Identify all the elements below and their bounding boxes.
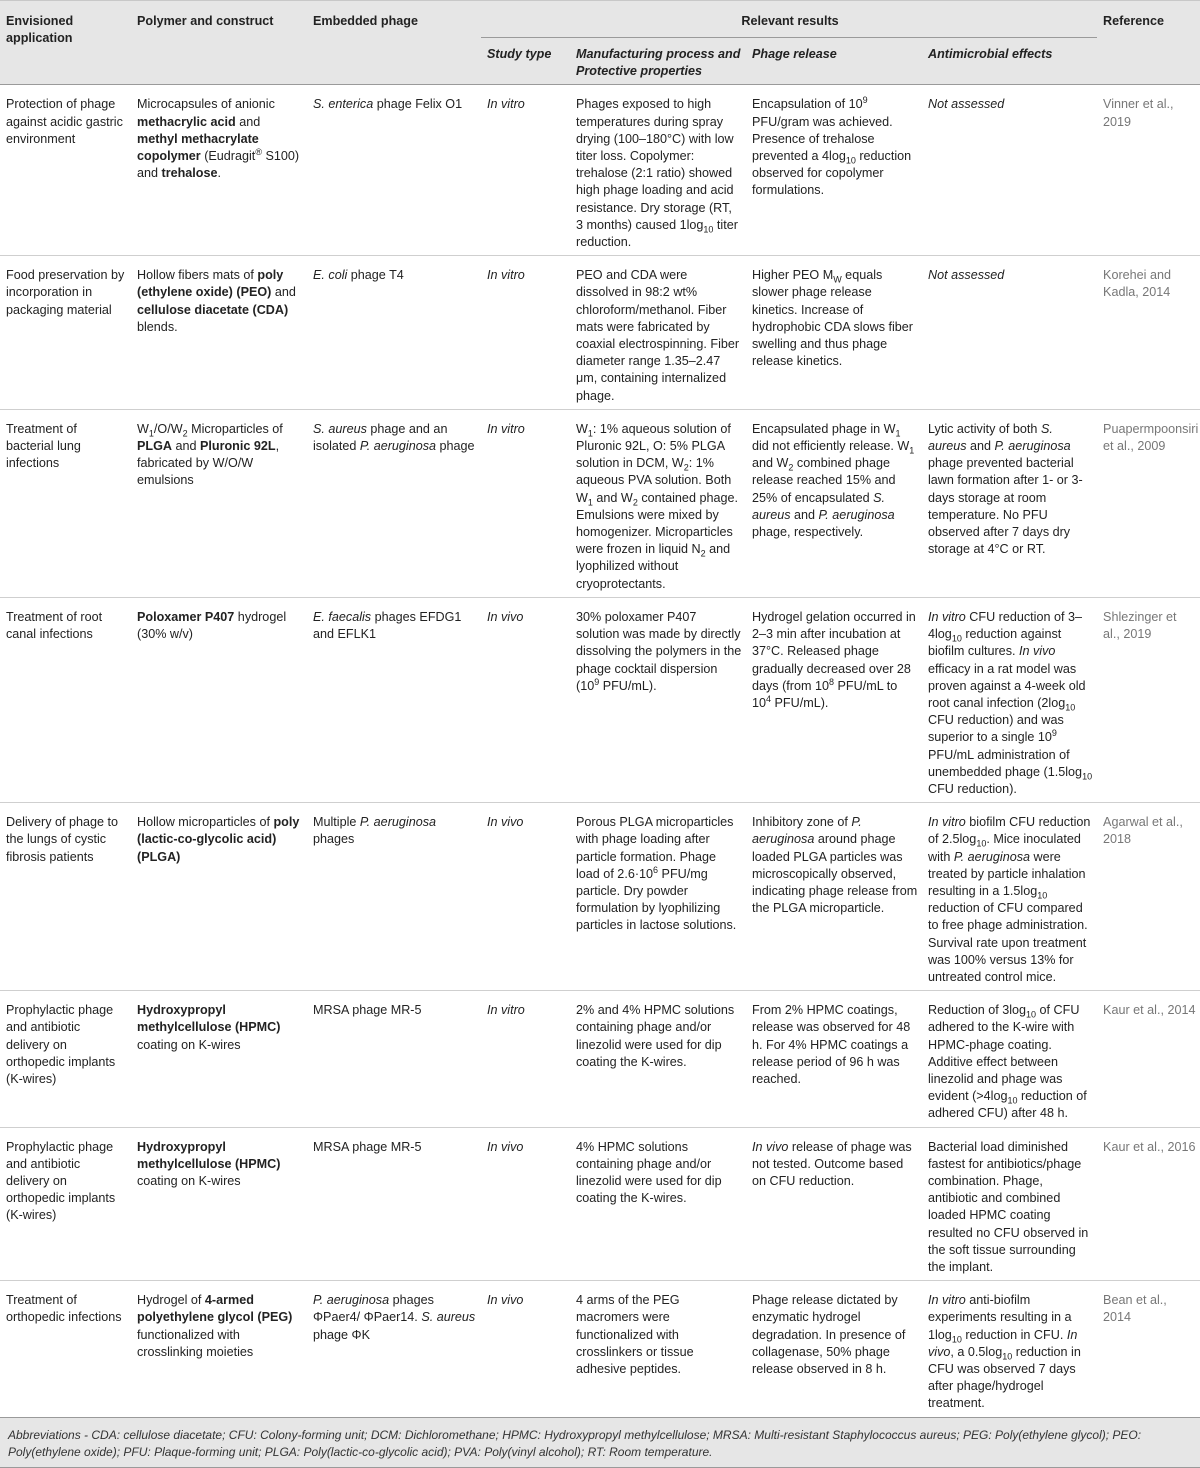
- application-cell: Prophylactic phage and antibiotic delivery on orthopedic implants (K-wires): [0, 1127, 131, 1281]
- manufacturing-cell: Phages exposed to high temperatures during spray drying (100–180°C) with low titer loss. Copolymer: trehalose (2:1 ratio) showed high phage loading and acid resistance. Dry storage (RT, 3 months) caused $1\log_{10}$ titer reduction.: [570, 85, 746, 256]
- application-cell: Treatment of bacterial lung infections: [0, 409, 131, 597]
- release-cell: In vivo release of phage was not tested. Outcome based on CFU reduction.: [746, 1127, 922, 1281]
- phage-cell: S. aureus phage and an isolated P. aeruginosa phage: [307, 409, 481, 597]
- manufacturing-cell: PEO and CDA were dissolved in 98:2 wt% chloroform/methanol. Fiber mats were fabricated by coaxial electrospinning. Fiber diameter range 1.35–2.47 μm, containing internalized phage.: [570, 256, 746, 410]
- release-cell: Hydrogel gelation occurred in 2–3 min after incubation at 37°C. Released phage gradually decreased over 28 days (from $10^8$ PFU/mL to $10^4$ PFU/mL).: [746, 597, 922, 802]
- header-antimicrobial: Antimicrobial effects: [922, 38, 1097, 85]
- header-polymer: Polymer and construct: [131, 1, 307, 85]
- application-cell: Prophylactic phage and antibiotic delivery on orthopedic implants (K-wires): [0, 991, 131, 1127]
- table-row: [0, 991, 1200, 1127]
- release-cell: Encapsulated phage in $W_1$ did not efficiently release. $W_1$ and $W_2$ combined phage release reached 15% and 25% of encapsulated S. aureus and P. aeruginosa phage, respectively.: [746, 409, 922, 597]
- header-study-type: Study type: [481, 38, 570, 85]
- reference-cell: Puapermpoonsiri et al., 2009: [1097, 409, 1200, 597]
- header-application: Envisioned application: [0, 1, 131, 85]
- abbreviations-footnote: Abbreviations - CDA: cellulose diacetate; CFU: Colony-forming unit; DCM: Dichloromethane; HPMC: Hydroxypropyl methylcellulose; MRSA: Multi-resistant Staphylococcus aureus; PEG: Poly(ethylene glycol); PEO: Poly(ethylene oxide); PFU: Plaque-forming unit; PLGA: Poly(lactic-co-glycolic acid); PVA: Poly(vinyl alcohol); RT: Room temperature.: [0, 1417, 1200, 1467]
- antimicrobial-cell: In vitro biofilm CFU reduction of $2.5\log_{10}$. Mice inoculated with P. aeruginosa were treated by particle inhalation resulting in a $1.5\log_{10}$ reduction of CFU compared to free phage administration. Survival rate upon treatment was 100% versus 13% for untreated control mice.: [922, 803, 1097, 991]
- phage-cell: E. faecalis phages EFDG1 and EFLK1: [307, 597, 481, 802]
- reference-cell: Korehei and Kadla, 2014: [1097, 256, 1200, 410]
- phage-cell: MRSA phage MR-5: [307, 991, 481, 1127]
- study-type-cell: In vitro: [481, 85, 570, 256]
- manufacturing-cell: 4% HPMC solutions containing phage and/or linezolid were used for dip coating the K-wires.: [570, 1127, 746, 1281]
- antimicrobial-cell: Not assessed: [922, 256, 1097, 410]
- table-body: [0, 85, 1200, 1417]
- manufacturing-cell: 30% poloxamer P407 solution was made by directly dissolving the polymers in the phage cocktail dispersion ($10^9$ PFU/mL).: [570, 597, 746, 802]
- application-cell: Food preservation by incorporation in packaging material: [0, 256, 131, 410]
- reference-cell: Shlezinger et al., 2019: [1097, 597, 1200, 802]
- release-cell: Phage release dictated by enzymatic hydrogel degradation. In presence of collagenase, 50% phage release observed in 8 h.: [746, 1281, 922, 1417]
- manufacturing-cell: Porous PLGA microparticles with phage loading after particle formation. Phage load of $2.6\cdot 10^6$ PFU/mg particle. Dry powder formulation by lyophilizing particles in lactose solutions.: [570, 803, 746, 991]
- polymer-cell: Hydroxypropyl methylcellulose (HPMC) coating on K-wires: [131, 991, 307, 1127]
- study-type-cell: In vitro: [481, 991, 570, 1127]
- reference-cell: Vinner et al., 2019: [1097, 85, 1200, 256]
- release-cell: Encapsulation of $10^9$ PFU/gram was achieved. Presence of trehalose prevented a $4\log_{10}$ reduction observed for copolymer formulations.: [746, 85, 922, 256]
- application-cell: Protection of phage against acidic gastric environment: [0, 85, 131, 256]
- polymer-cell: Hollow fibers mats of poly (ethylene oxide) (PEO) and cellulose diacetate (CDA) blends.: [131, 256, 307, 410]
- antimicrobial-cell: Bacterial load diminished fastest for antibiotics/phage combination. Phage, antibiotic and combined loaded HPMC coating resulted no CFU observed in the soft tissue surrounding the implant.: [922, 1127, 1097, 1281]
- table-row: [0, 803, 1200, 991]
- header-reference: Reference: [1097, 1, 1200, 85]
- manufacturing-cell: 4 arms of the PEG macromers were functionalized with crosslinkers or tissue adhesive peptides.: [570, 1281, 746, 1417]
- table-row: [0, 409, 1200, 597]
- header-results: Relevant results: [481, 1, 1097, 38]
- phage-cell: MRSA phage MR-5: [307, 1127, 481, 1281]
- antimicrobial-cell: In vitro CFU reduction of $3-4\log_{10}$ reduction against biofilm cultures. In vivo efficacy in a rat model was proven against a 4-week old root canal infection ($2\log_{10}$ CFU reduction) and was superior to a single $10^9$ PFU/mL administration of unembedded phage ($1.5\log_{10}$ CFU reduction).: [922, 597, 1097, 802]
- manufacturing-cell: $W_1$: 1% aqueous solution of Pluronic 92L, O: 5% PLGA solution in DCM, $W_2$: 1% aqueous PVA solution. Both $W_1$ and $W_2$ contained phage. Emulsions were mixed by homogenizer. Microparticles were frozen in liquid $N_2$ and lyophilized without cryoprotectants.: [570, 409, 746, 597]
- reference-cell: Agarwal et al., 2018: [1097, 803, 1200, 991]
- table-row: [0, 85, 1200, 256]
- reference-cell: Kaur et al., 2016: [1097, 1127, 1200, 1281]
- study-type-cell: In vivo: [481, 1281, 570, 1417]
- polymer-cell: Microcapsules of anionic methacrylic acid and methyl methacrylate copolymer (Eudragit® S100) and trehalose.: [131, 85, 307, 256]
- study-type-cell: In vitro: [481, 256, 570, 410]
- release-cell: Higher PEO $M_W$ equals slower phage release kinetics. Increase of hydrophobic CDA slows fiber swelling and thus phage release kinetics.: [746, 256, 922, 410]
- table-row: [0, 1281, 1200, 1417]
- application-cell: Delivery of phage to the lungs of cystic fibrosis patients: [0, 803, 131, 991]
- polymer-cell: Hollow microparticles of poly (lactic-co-glycolic acid) (PLGA): [131, 803, 307, 991]
- study-type-cell: In vivo: [481, 1127, 570, 1281]
- header-phage: Embedded phage: [307, 1, 481, 85]
- table-row: [0, 256, 1200, 410]
- reference-cell: Kaur et al., 2014: [1097, 991, 1200, 1127]
- table-row: [0, 597, 1200, 802]
- study-type-cell: In vitro: [481, 409, 570, 597]
- release-cell: From 2% HPMC coatings, release was observed for 48 h. For 4% HPMC coatings a release period of 96 h was reached.: [746, 991, 922, 1127]
- polymer-cell: $W_1/O/W_2$ Microparticles of PLGA and Pluronic 92L, fabricated by W/O/W emulsions: [131, 409, 307, 597]
- reference-cell: Bean et al., 2014: [1097, 1281, 1200, 1417]
- study-type-cell: In vivo: [481, 803, 570, 991]
- application-cell: Treatment of root canal infections: [0, 597, 131, 802]
- phage-cell: Multiple P. aeruginosa phages: [307, 803, 481, 991]
- antimicrobial-cell: Reduction of $3\log_{10}$ of CFU adhered to the K-wire with HPMC-phage coating. Additive effect between linezolid and phage was evident ($>4\log_{10}$ reduction of adhered CFU) after 48 h.: [922, 991, 1097, 1127]
- antimicrobial-cell: Not assessed: [922, 85, 1097, 256]
- phage-cell: S. enterica phage Felix O1: [307, 85, 481, 256]
- header-release: Phage release: [746, 38, 922, 85]
- release-cell: Inhibitory zone of P. aeruginosa around phage loaded PLGA particles was microscopically observed, indicating phage release from the PLGA microparticle.: [746, 803, 922, 991]
- phage-cell: E. coli phage T4: [307, 256, 481, 410]
- table-row: [0, 1127, 1200, 1281]
- manufacturing-cell: 2% and 4% HPMC solutions containing phage and/or linezolid were used for dip coating the K-wires.: [570, 991, 746, 1127]
- header-manufacturing: Manufacturing process and Protective properties: [570, 38, 746, 85]
- study-type-cell: In vivo: [481, 597, 570, 802]
- polymer-cell: Hydroxypropyl methylcellulose (HPMC) coating on K-wires: [131, 1127, 307, 1281]
- phage-cell: P. aeruginosa phages ΦPaer4/ ΦPaer14. S. aureus phage ΦK: [307, 1281, 481, 1417]
- antimicrobial-cell: Lytic activity of both S. aureus and P. aeruginosa phage prevented bacterial lawn formation after 1- or 3-days storage at room temperature. No PFU observed after 7 days dry storage at 4°C or RT.: [922, 409, 1097, 597]
- polymer-cell: Poloxamer P407 hydrogel (30% w/v): [131, 597, 307, 802]
- polymer-cell: Hydrogel of 4-armed polyethylene glycol (PEG) functionalized with crosslinking moieties: [131, 1281, 307, 1417]
- application-cell: Treatment of orthopedic infections: [0, 1281, 131, 1417]
- antimicrobial-cell: In vitro anti-biofilm experiments resulting in a $1\log_{10}$ reduction in CFU. In vivo, a $0.5\log_{10}$ reduction in CFU was observed 7 days after phage/hydrogel treatment.: [922, 1281, 1097, 1417]
